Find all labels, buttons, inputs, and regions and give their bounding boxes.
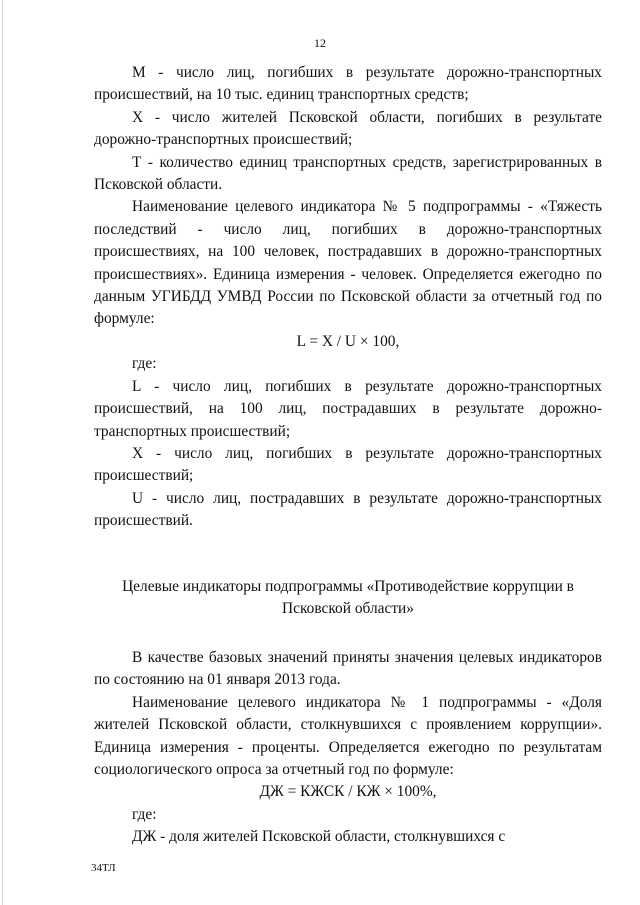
definition-t: Т - количество единиц транспортных средств, зарегистрированных в Псковской области.: [94, 153, 602, 194]
definitions-block: [94, 62, 602, 533]
base-values-paragraph: В качестве базовых значений приняты значения целевых индикаторов по состоянию на 01 января 2013 года.: [94, 649, 602, 689]
formula-l: L = X / U × 100,: [296, 332, 400, 350]
where-label-2: где:: [132, 805, 157, 823]
footer-code: 34ТЛ: [91, 862, 116, 874]
definition-x2: X - число лиц, погибших в результате дорожно-транспортных происшествий;: [94, 444, 602, 485]
definition-l: L - число лиц, погибших в результате дорожно-транспортных происшествий, на 100 лиц, пострадавших в результате дорожно-транспортных происшествий;: [94, 377, 602, 440]
definition-u: U - число лиц, пострадавших в результате дорожно-транспортных происшествий.: [94, 489, 602, 530]
definition-dzh: ДЖ - доля жителей Псковской области, столкнувшихся с: [132, 828, 506, 846]
definition-x: Х - число жителей Псковской области, погибших в результате дорожно-транспортных происшествий;: [94, 108, 602, 149]
page-number: 12: [314, 36, 326, 50]
indicator-5-description: Наименование целевого индикатора № 5 подпрограммы - «Тяжесть последствий - число лиц, погибших в дорожно-транспортных происшествиях, на 100 человек, пострадавших в дорожно-транспортных происшествиях». Единица измерения - человек. Определяется ежегодно по данным УГИБДД УМВД России по Псковской области за отчетный год по формуле:: [94, 198, 602, 328]
anticorruption-block: [94, 647, 602, 849]
section-heading-block: [94, 576, 602, 621]
section-heading: Целевые индикаторы подпрограммы «Противодействие коррупции в Псковской области»: [122, 578, 574, 618]
where-label: где:: [132, 355, 157, 373]
formula-dzh: ДЖ = КЖСК / КЖ × 100%,: [259, 783, 437, 801]
scan-edge: [2, 0, 3, 905]
definition-m: М - число лиц, погибших в результате дорожно-транспортных происшествий, на 10 тыс. единиц транспортных средств;: [94, 64, 602, 104]
indicator-1-description: Наименование целевого индикатора № 1 подпрограммы - «Доля жителей Псковской области, столкнувшихся с проявлением коррупции». Единица измерения - проценты. Определяется ежегодно по результатам социологического опроса за отчетный год по формуле:: [94, 693, 602, 779]
